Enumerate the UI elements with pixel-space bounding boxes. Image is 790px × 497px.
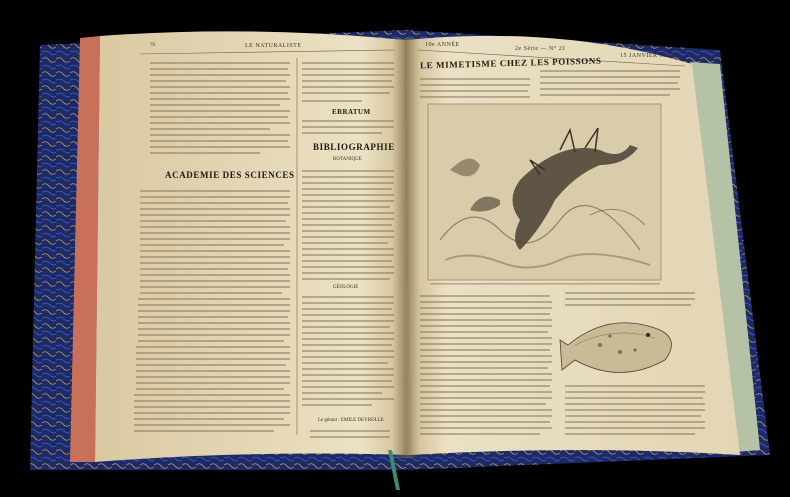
left-column-one-lower — [134, 190, 290, 432]
running-head: LE NATURALISTE — [245, 43, 302, 49]
article-title: LE MIMETISME CHEZ LES POISSONS — [419, 55, 602, 71]
date-label: 15 JANVIER 1888 — [620, 53, 674, 59]
geology-subheading: GÉOLOGIE — [333, 285, 359, 290]
gutter-shadow — [392, 38, 420, 458]
academy-heading: ACADEMIE DES SCIENCES — [165, 170, 295, 180]
bibliography-heading: BIBLIOGRAPHIE — [313, 142, 395, 152]
series-label: 2e Série — N° 21 — [515, 46, 566, 52]
left-page — [95, 31, 410, 462]
seahorse-illustration — [428, 104, 661, 280]
page-number: 76 — [150, 43, 155, 48]
errata-heading: ERRATUM — [332, 108, 371, 116]
year-label: 10e ANNÉE — [425, 42, 460, 48]
editor-line: Le gérant : EMILE DEYROLLE — [318, 418, 384, 423]
botany-subheading: BOTANIQUE — [333, 157, 362, 162]
illustration-caption-lines — [430, 283, 660, 285]
